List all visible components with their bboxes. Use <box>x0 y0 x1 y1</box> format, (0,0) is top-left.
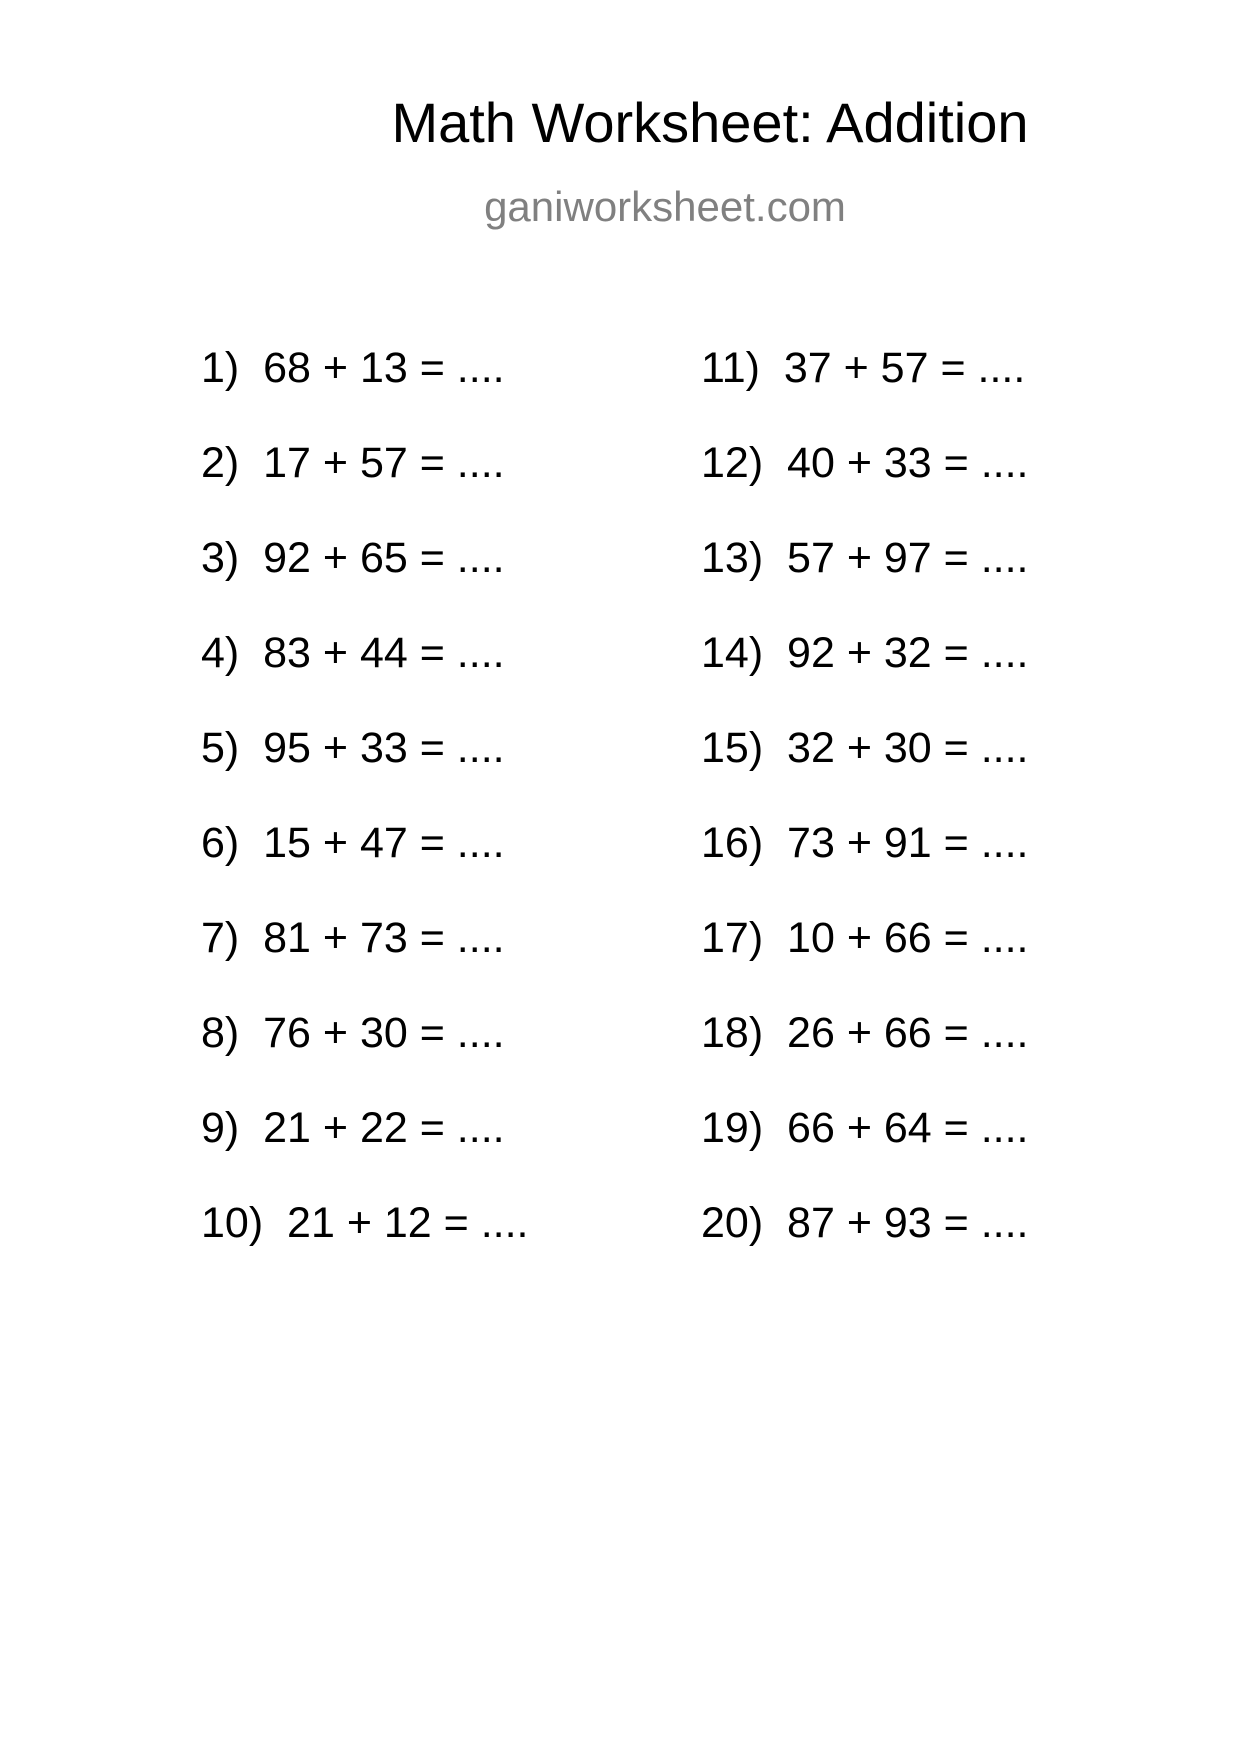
problem-column-right <box>701 344 1029 1297</box>
problem-column-left <box>201 344 529 1297</box>
problem-18: 18) 26 + 66 = .... <box>701 1009 1029 1057</box>
problem-4: 4) 83 + 44 = .... <box>201 629 505 677</box>
problem-12: 12) 40 + 33 = .... <box>701 439 1029 487</box>
problem-7: 7) 81 + 73 = .... <box>201 914 505 962</box>
problem-1: 1) 68 + 13 = .... <box>201 344 505 392</box>
problem-20: 20) 87 + 93 = .... <box>701 1199 1029 1247</box>
problem-14: 14) 92 + 32 = .... <box>701 629 1029 677</box>
problem-19: 19) 66 + 64 = .... <box>701 1104 1029 1152</box>
problem-17: 17) 10 + 66 = .... <box>701 914 1029 962</box>
problem-13: 13) 57 + 97 = .... <box>701 534 1029 582</box>
problem-3: 3) 92 + 65 = .... <box>201 534 505 582</box>
problem-11: 11) 37 + 57 = .... <box>701 344 1026 392</box>
problem-15: 15) 32 + 30 = .... <box>701 724 1029 772</box>
problem-2: 2) 17 + 57 = .... <box>201 439 505 487</box>
problem-5: 5) 95 + 33 = .... <box>201 724 505 772</box>
problem-6: 6) 15 + 47 = .... <box>201 819 505 867</box>
problem-9: 9) 21 + 22 = .... <box>201 1104 505 1152</box>
problem-10: 10) 21 + 12 = .... <box>201 1199 529 1247</box>
problem-8: 8) 76 + 30 = .... <box>201 1009 505 1057</box>
problem-16: 16) 73 + 91 = .... <box>701 819 1029 867</box>
worksheet-title: Math Worksheet: Addition <box>391 91 1029 154</box>
website-watermark: ganiworksheet.com <box>484 183 846 230</box>
